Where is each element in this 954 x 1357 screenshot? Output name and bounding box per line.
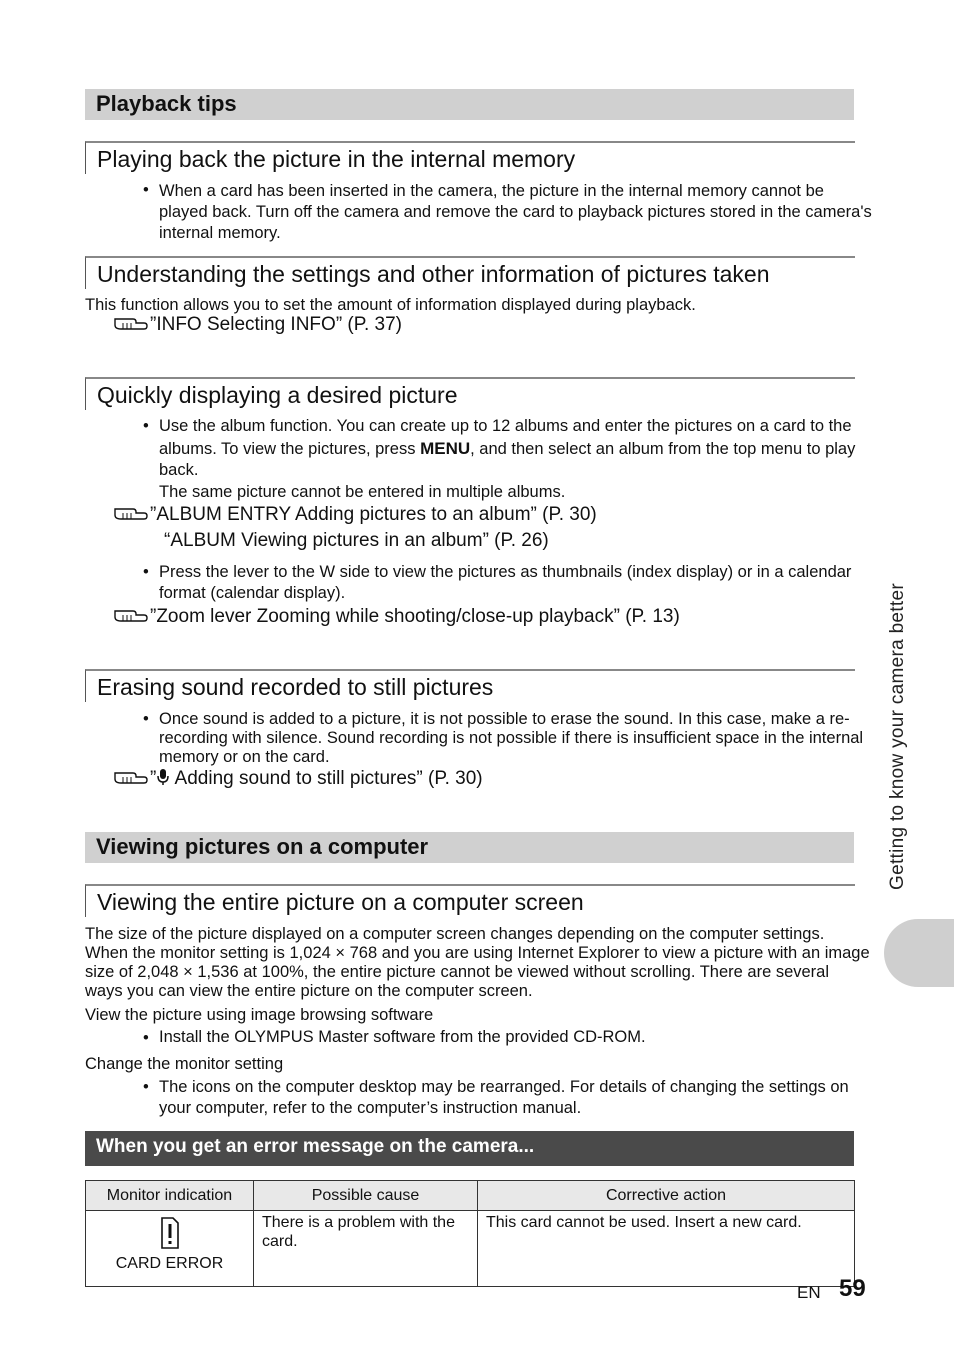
subheading-internal-memory [85,141,855,174]
bullet-item: • [143,1029,149,1047]
subheading-settings-info [85,256,855,289]
bullet-item: • [143,563,149,581]
reference-text: ”ALBUM ENTRY Adding pictures to an album” (P. 30) [150,504,597,525]
bullet-text: Once sound is added to a picture, it is not possible to erase the sound. In this case, make a re-recording with silence. Sound recording is not possible if there is insufficient space in the internal memory or on the card. [159,710,864,766]
reference-text: ”Zoom lever Zooming while shooting/close-up playback” (P. 13) [150,606,680,627]
section-bar-computer [85,832,854,863]
bullet-text: The icons on the computer desktop may be rearranged. For details of changing the settings on your computer, refer to the computer’s instruction manual. [159,1078,849,1117]
subheading-title: Quickly displaying a desired picture [97,382,458,408]
table-cell-action: This card cannot be used. Insert a new card. [478,1211,855,1287]
subheading-quick-display [85,377,855,410]
section-title: Viewing pictures on a computer [96,834,429,859]
bullet-text: When a card has been inserted in the camera, the picture in the internal memory cannot be played back. Turn off the camera and remove the card to playback pictures stored in the camera's internal memory. [159,182,872,242]
table-cell-cause: There is a problem with the card. [254,1211,478,1287]
reference-hand-icon [113,768,150,786]
column-header: Possible cause [254,1181,478,1211]
body-text: The size of the picture displayed on a computer screen changes depending on the computer settings. When the monitor setting is 1,024 × 768 and you are using Internet Explorer to view a picture with an image size of 2,048 × 1,536 at 100%, the entire picture cannot be viewed without scrolling. There are several ways you can view the entire picture on the computer screen. [85,925,870,1000]
subheading-title: Playing back the picture in the internal memory [97,146,576,172]
reference-line [113,768,483,790]
sub-label: Change the monitor setting [85,1055,284,1073]
bullet-text-part: Use the album function. You can create up to 12 albums and enter the pictures on a card to the albums. To view the pictures, press [159,417,852,458]
subheading-title: Understanding the settings and other information of pictures taken [97,261,770,287]
reference-text: ”INFO Selecting INFO” (P. 37) [150,314,402,335]
table-header-row [86,1181,855,1211]
table-row [86,1211,855,1287]
bullet-item: • [143,417,149,435]
reference-text: Adding sound to still pictures” (P. 30) [170,768,483,789]
reference-line [113,504,597,526]
reference-hand-icon [113,314,150,332]
bullet-item: • [143,710,149,728]
section-bar-playback-tips [85,89,854,120]
bullet-text: Press the lever to the W side to view the pictures as thumbnails (index display) or in a calendar format (calendar display). [159,563,852,602]
chapter-tab [884,919,954,987]
section-bar-error [85,1131,854,1166]
subheading-entire-picture [85,884,855,917]
reference-text: “ALBUM Viewing pictures in an album” (P. 26) [164,530,549,551]
page-number: 59 [839,1275,866,1302]
reference-hand-icon [113,606,150,624]
language-label: EN [797,1283,821,1302]
subheading-erase-sound [85,669,855,702]
reference-line [113,606,680,628]
body-text: This function allows you to set the amount of information displayed during playback. [85,296,696,314]
bullet-text-part: , and then select an album from the top menu to play back. [159,439,856,479]
subheading-title: Erasing sound recorded to still pictures [97,674,494,700]
chapter-side-label: Getting to know your camera better [887,583,908,890]
bullet-text: Install the OLYMPUS Master software from the provided CD-ROM. [159,1028,646,1046]
column-header: Corrective action [478,1181,855,1211]
bullet-text-part: The same picture cannot be entered in multiple albums. [159,482,566,501]
sub-label: View the picture using image browsing software [85,1006,434,1024]
table-cell-indication [86,1211,254,1287]
column-header: Monitor indication [86,1181,254,1211]
subheading-title: Viewing the entire picture on a computer screen [97,889,584,915]
section-title: Playback tips [96,91,237,116]
monitor-indication-text: CARD ERROR [115,1255,224,1272]
menu-button-label: MENU [420,438,471,458]
warning-card-icon [160,1217,180,1249]
bullet-text [159,416,871,503]
microphone-icon [156,768,170,786]
error-table [85,1180,855,1287]
bullet-item: • [143,181,158,199]
bullet-item: • [143,1078,149,1096]
reference-hand-icon [113,504,150,522]
section-title: When you get an error message on the camera... [96,1136,535,1157]
reference-line [113,314,402,336]
reference-text-prefix: ” [150,768,157,789]
